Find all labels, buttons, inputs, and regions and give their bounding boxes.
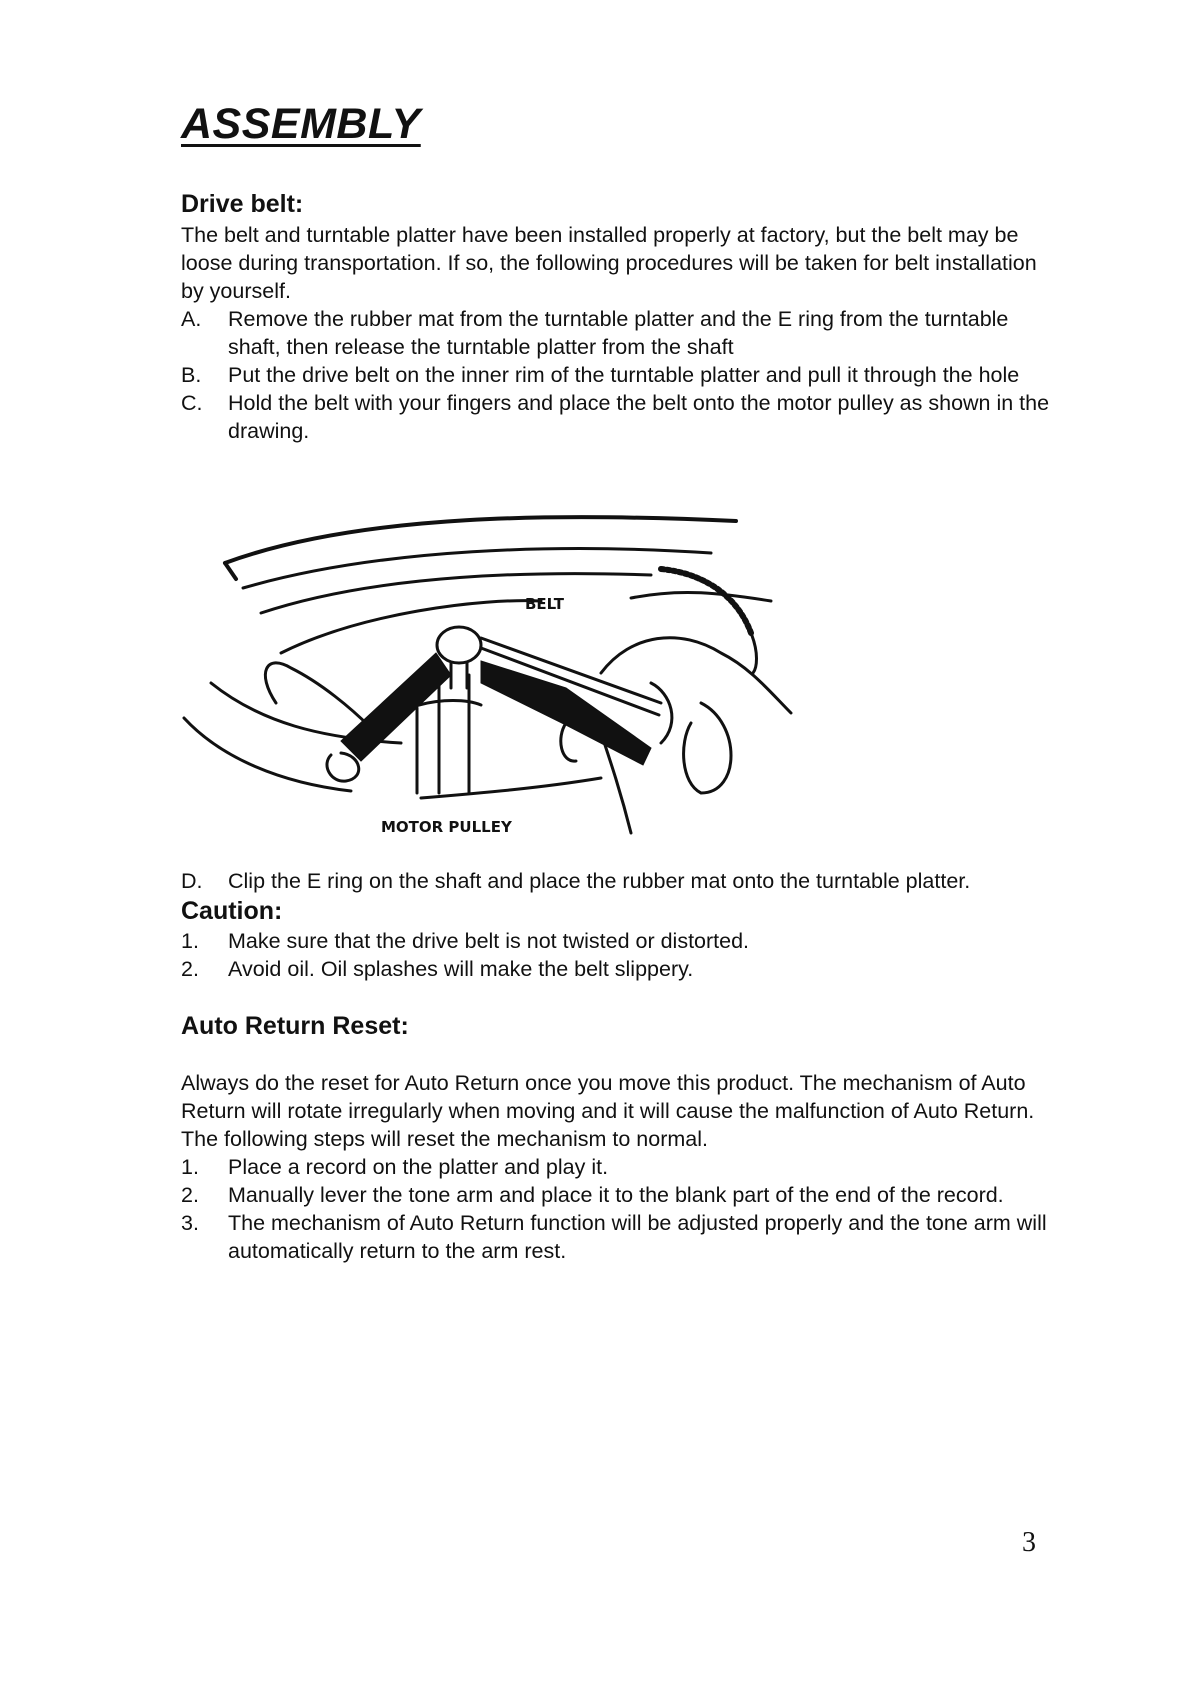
step-text: The mechanism of Auto Return function will be adjusted properly and the tone arm will automatically return to the arm rest. xyxy=(228,1211,1047,1263)
belt-label: BELT xyxy=(525,595,564,613)
list-item xyxy=(181,305,1061,361)
item-marker: 1. xyxy=(181,929,199,953)
list-item xyxy=(181,361,1061,389)
list-item xyxy=(181,1153,1061,1181)
belt-installation-illustration xyxy=(181,493,821,841)
page-title: ASSEMBLY xyxy=(181,100,421,148)
caution-list xyxy=(181,927,1061,983)
step-text: Put the drive belt on the inner rim of the turntable platter and pull it through the hole xyxy=(228,363,1020,387)
motor-pulley-label: MOTOR PULLEY xyxy=(381,818,512,836)
auto-return-heading: Auto Return Reset: xyxy=(181,1012,409,1040)
step-text: Place a record on the platter and play it. xyxy=(228,1155,609,1179)
step-marker: A. xyxy=(181,307,202,331)
drive-belt-step-d xyxy=(181,867,1061,895)
list-item xyxy=(181,955,1061,983)
drive-belt-steps xyxy=(181,305,1061,445)
item-text: Make sure that the drive belt is not twisted or distorted. xyxy=(228,929,750,953)
page-number: 3 xyxy=(1022,1527,1036,1558)
item-text: Avoid oil. Oil splashes will make the belt slippery. xyxy=(228,957,694,981)
step-marker: D. xyxy=(181,869,203,893)
list-item xyxy=(181,1209,1061,1265)
list-item xyxy=(181,927,1061,955)
item-marker: 2. xyxy=(181,957,199,981)
step-marker: B. xyxy=(181,363,202,387)
step-marker: 2. xyxy=(181,1183,199,1207)
step-text: Hold the belt with your fingers and place the belt onto the motor pulley as shown in the drawing. xyxy=(228,391,1050,443)
drive-belt-heading: Drive belt: xyxy=(181,190,304,218)
auto-return-steps xyxy=(181,1153,1061,1265)
list-item xyxy=(181,1181,1061,1209)
step-text: Remove the rubber mat from the turntable platter and the E ring from the turntable shaft, then release the turntable platter from the shaft xyxy=(228,307,1009,359)
step-marker: 1. xyxy=(181,1155,199,1179)
caution-heading: Caution: xyxy=(181,897,283,925)
list-item xyxy=(181,389,1061,445)
list-item xyxy=(181,867,1061,895)
step-marker: 3. xyxy=(181,1211,199,1235)
step-text: Clip the E ring on the shaft and place the rubber mat onto the turntable platter. xyxy=(228,869,971,893)
step-marker: C. xyxy=(181,391,203,415)
drive-belt-intro: The belt and turntable platter have been installed properly at factory, but the belt may be loose during transportation. If so, the following procedures will be taken for belt installation by yourself. xyxy=(181,223,1037,303)
step-text: Manually lever the tone arm and place it to the blank part of the end of the record. xyxy=(228,1183,1004,1207)
auto-return-intro: Always do the reset for Auto Return once you move this product. The mechanism of Auto Return will rotate irregularly when moving and it will cause the malfunction of Auto Return. The following steps will reset the mechanism to normal. xyxy=(181,1071,1035,1151)
